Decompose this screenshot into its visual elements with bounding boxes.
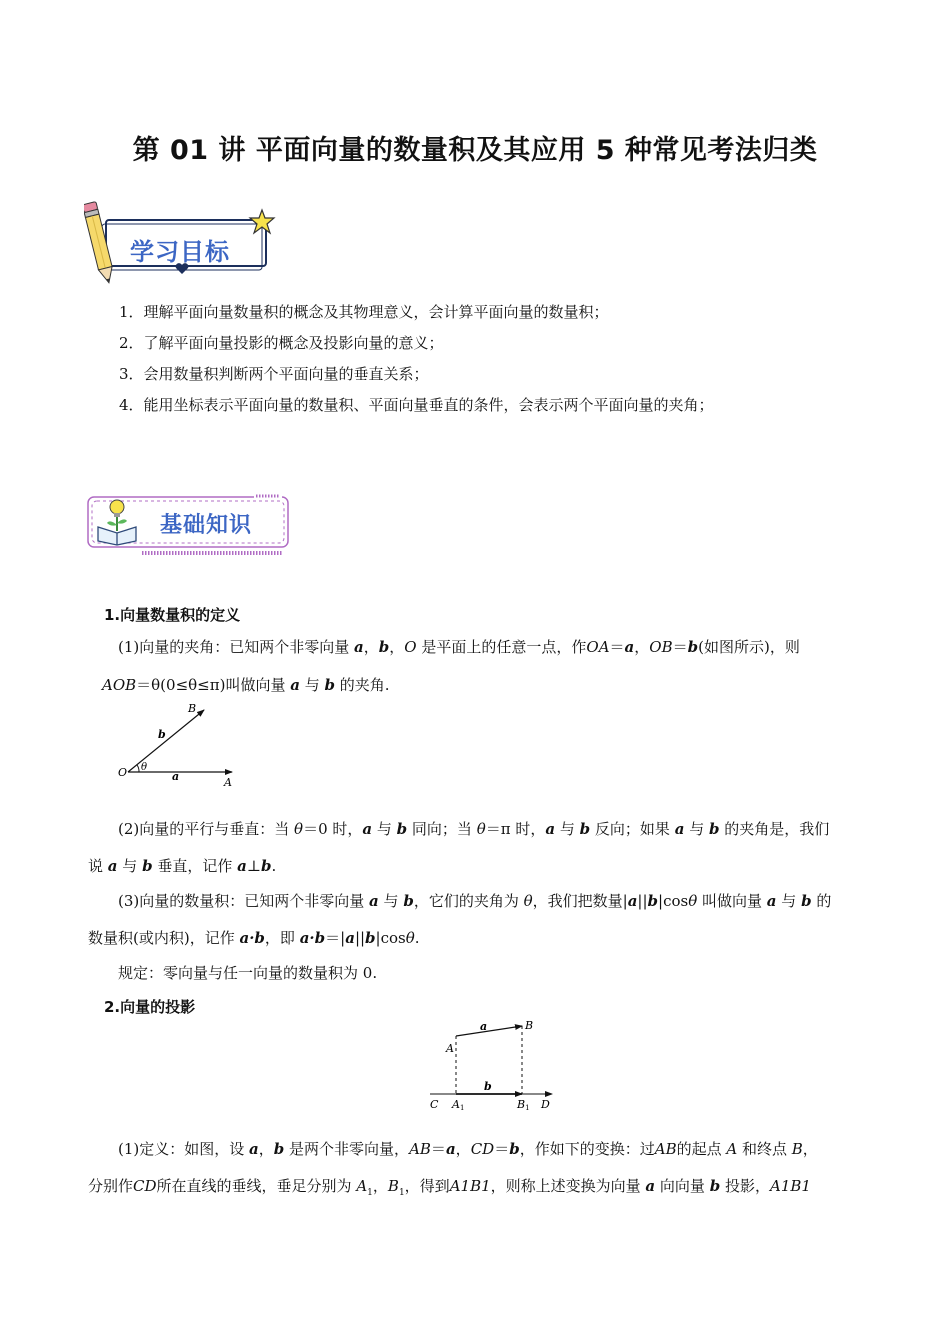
label-b: b bbox=[484, 1080, 492, 1093]
label-D: D bbox=[541, 1098, 550, 1111]
book-bulb-icon bbox=[94, 497, 140, 547]
objectives-banner bbox=[84, 198, 284, 290]
section-heading: 2.向量的投影 bbox=[104, 998, 196, 1016]
label-C: C bbox=[430, 1098, 439, 1111]
knowledge-banner-label: 基础知识 bbox=[160, 513, 253, 538]
angle-figure bbox=[112, 700, 242, 792]
star-icon bbox=[248, 208, 276, 236]
label-A: A bbox=[224, 776, 232, 789]
label-B: B bbox=[188, 702, 197, 715]
label-a: a bbox=[480, 1020, 488, 1033]
label-B1: B1 bbox=[517, 1098, 530, 1112]
vector-a-line bbox=[456, 1026, 522, 1036]
label-a: a bbox=[172, 770, 180, 783]
paragraph-line: (3)向量的数量积：已知两个非零向量 a 与 b，它们的夹角为 θ，我们把数量|a||b|cosθ 叫做向量 a 与 b 的 bbox=[118, 892, 832, 910]
pencil-icon bbox=[84, 198, 114, 288]
section-heading: 1.向量数量积的定义 bbox=[104, 606, 241, 624]
knowledge-banner bbox=[84, 493, 294, 561]
label-theta: θ bbox=[141, 762, 148, 773]
objective-item: 1．理解平面向量数量积的概念及其物理意义，会计算平面向量的数量积； bbox=[119, 303, 609, 321]
vector-b-line bbox=[128, 710, 204, 772]
page-title: 第 01 讲 平面向量的数量积及其应用 5 种常见考法归类 bbox=[132, 135, 818, 166]
projection-figure bbox=[424, 1018, 564, 1114]
rule-text: 规定：零向量与任一向量的数量积为 0. bbox=[118, 964, 378, 982]
paragraph-line: 说 a 与 b 垂直，记作 a⊥b. bbox=[88, 857, 277, 875]
label-A1: A1 bbox=[452, 1098, 465, 1112]
paragraph-line: AOB＝θ(0≤θ≤π)叫做向量 a 与 b 的夹角. bbox=[102, 676, 390, 694]
label-O: O bbox=[118, 766, 128, 779]
objective-item: 2．了解平面向量投影的概念及投影向量的意义； bbox=[119, 334, 444, 352]
objectives-banner-label: 学习目标 bbox=[130, 238, 230, 266]
paragraph-line: 数量积(或内积)，记作 a·b，即 a·b＝|a||b|cosθ. bbox=[88, 929, 420, 947]
label-B: B bbox=[525, 1019, 534, 1032]
label-b: b bbox=[158, 728, 166, 741]
paragraph-line: (2)向量的平行与垂直：当 θ＝0 时，a 与 b 同向；当 θ＝π 时，a 与 b 反向；如果 a 与 b 的夹角是，我们 bbox=[118, 820, 830, 838]
objective-item: 4．能用坐标表示平面向量的数量积、平面向量垂直的条件，会表示两个平面向量的夹角； bbox=[119, 396, 714, 414]
label-A: A bbox=[446, 1042, 454, 1055]
objective-item: 3．会用数量积判断两个平面向量的垂直关系； bbox=[119, 365, 429, 383]
paragraph-line: (1)定义：如图，设 a，b 是两个非零向量，AB＝a，CD＝b，作如下的变换：过AB的起点 A 和终点 B， bbox=[118, 1140, 818, 1158]
paragraph-line: 分别作CD所在直线的垂线，垂足分别为 $A_1$，$B_1$，得到A1B1，则称上述变换为向量 a 向向量 b 投影，A1B1 bbox=[88, 1177, 811, 1198]
paragraph-line: (1)向量的夹角：已知两个非零向量 a，b，O 是平面上的任意一点，作OA＝a，OB＝b(如图所示)，则 bbox=[118, 638, 800, 656]
